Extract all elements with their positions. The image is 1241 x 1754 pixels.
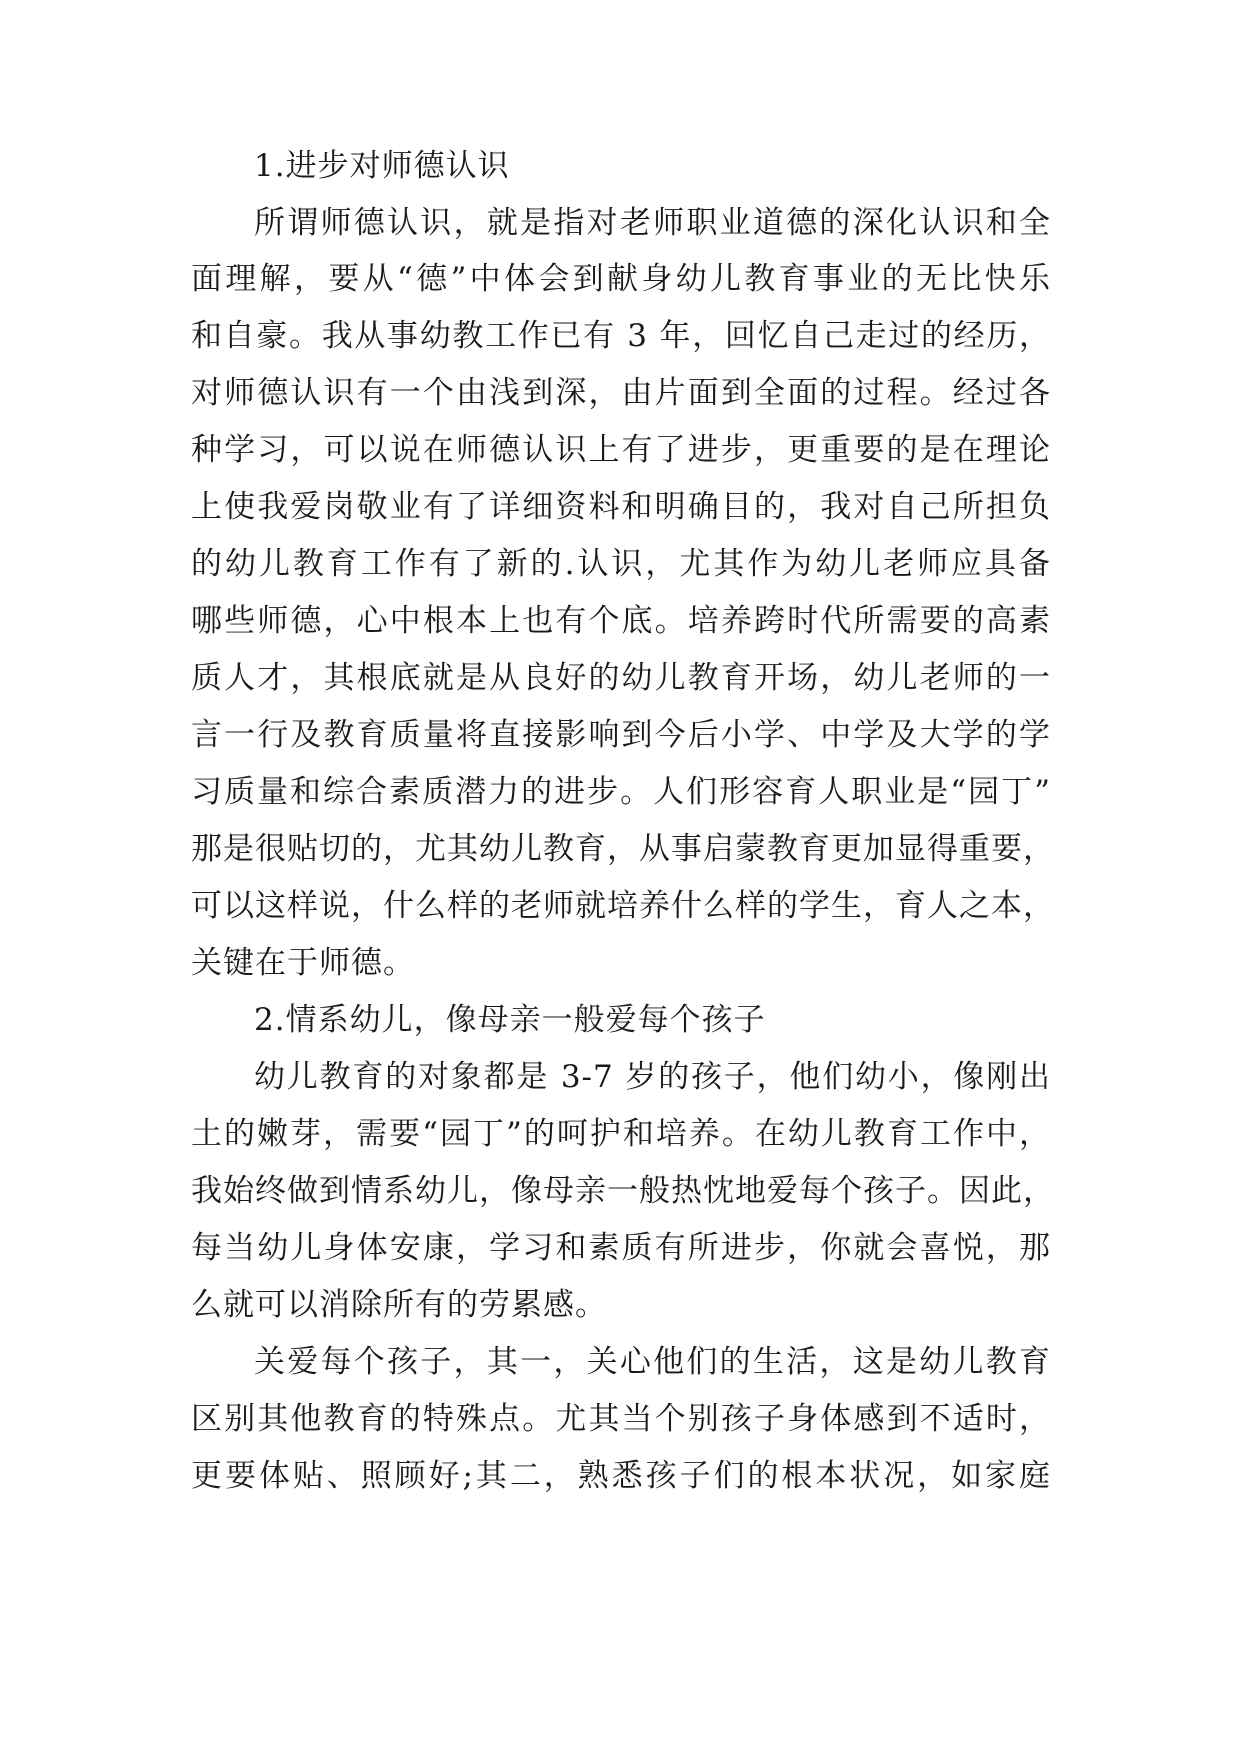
paragraph-line: 哪些师德，心中根本上也有个底。培养跨时代所需要的高素 [191,603,1051,639]
paragraph-line: 和自豪。我从事幼教工作已有 3 年，回忆自己走过的经历， [191,318,1051,354]
paragraph-line: 所谓师德认识，就是指对老师职业道德的深化认识和全 [254,205,1051,241]
paragraph-line: 质人才，其根底就是从良好的幼儿教育开场，幼儿老师的一 [191,660,1051,696]
paragraph-line: 关键在于师德。 [191,945,415,981]
paragraph-line: 面理解，要从“德”中体会到献身幼儿教育事业的无比快乐 [191,261,1051,297]
paragraph-line: 土的嫩芽，需要“园丁”的呵护和培养。在幼儿教育工作中， [191,1116,1051,1152]
paragraph-line: 习质量和综合素质潜力的进步。人们形容育人职业是“园丁” [191,774,1051,810]
paragraph-line: 更要体贴、照顾好;其二，熟悉孩子们的根本状况，如家庭 [191,1458,1051,1494]
paragraph-line: 关爱每个孩子，其一，关心他们的生活，这是幼儿教育 [254,1344,1051,1380]
paragraph-line: 那是很贴切的，尤其幼儿教育，从事启蒙教育更加显得重要， [191,831,1055,867]
paragraph-line: 的幼儿教育工作有了新的.认识，尤其作为幼儿老师应具备 [191,546,1051,582]
paragraph-line: 对师德认识有一个由浅到深，由片面到全面的过程。经过各 [191,375,1051,411]
paragraph-line: 可以这样说，什么样的老师就培养什么样的学生，育人之本， [191,888,1055,924]
paragraph-line: 种学习，可以说在师德认识上有了进步，更重要的是在理论 [191,432,1051,468]
paragraph-line: 么就可以消除所有的劳累感。 [191,1287,607,1323]
paragraph-line: 区别其他教育的特殊点。尤其当个别孩子身体感到不适时， [191,1401,1051,1437]
paragraph-line: 每当幼儿身体安康，学习和素质有所进步，你就会喜悦，那 [191,1230,1051,1266]
heading-2: 2.情系幼儿，像母亲一般爱每个孩子 [254,1002,766,1038]
paragraph-line: 幼儿教育的对象都是 3-7 岁的孩子，他们幼小，像刚出 [254,1059,1051,1095]
paragraph-line: 上使我爱岗敬业有了详细资料和明确目的，我对自己所担负 [191,489,1051,525]
heading-1: 1.进步对师德认识 [254,148,510,184]
paragraph-line: 我始终做到情系幼儿，像母亲一般热忱地爱每个孩子。因此， [191,1173,1055,1209]
paragraph-line: 言一行及教育质量将直接影响到今后小学、中学及大学的学 [191,717,1051,753]
